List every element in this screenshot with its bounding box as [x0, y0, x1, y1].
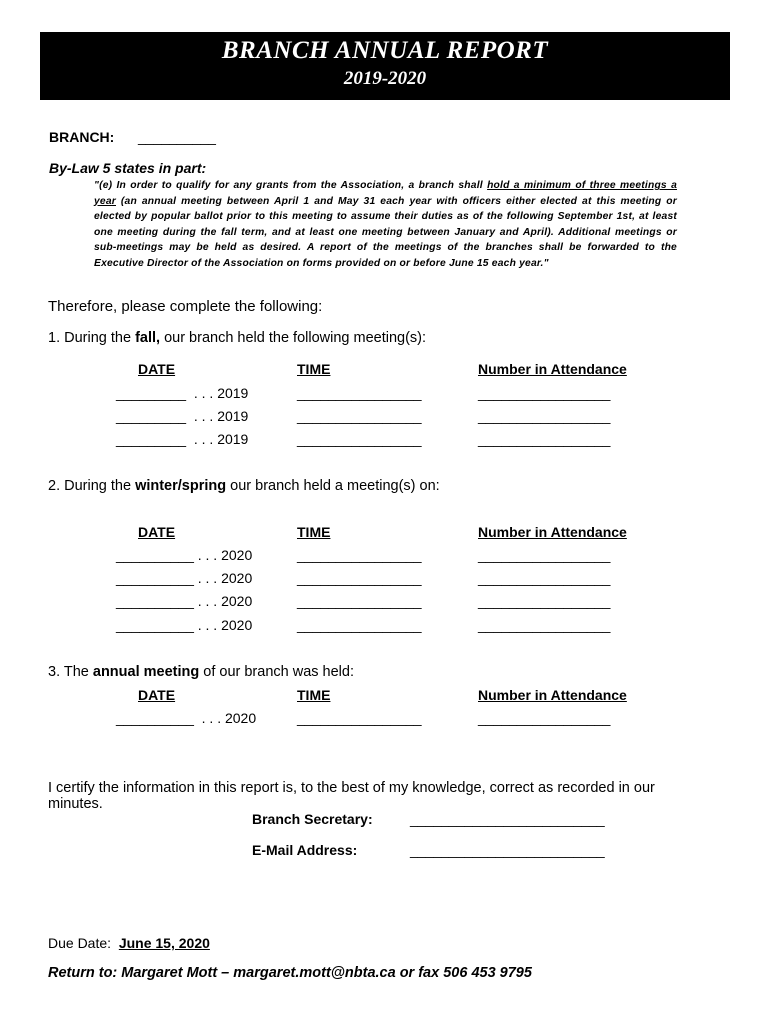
section1-row1-time[interactable]: ________________ — [297, 385, 422, 401]
intro-text: Therefore, please complete the following: — [48, 298, 323, 315]
section1-prefix: 1. During the — [48, 330, 136, 346]
section1-row2-attendance[interactable]: _________________ — [478, 408, 611, 424]
section1-row1-date[interactable]: _________ . . . 2019 — [116, 385, 249, 401]
section1-row3-date[interactable]: _________ . . . 2019 — [116, 431, 249, 447]
title-banner — [40, 32, 730, 100]
section1-bold: fall, — [135, 330, 161, 346]
section1-row1-attendance[interactable]: _________________ — [478, 385, 611, 401]
due-date — [48, 935, 210, 951]
email-field[interactable]: _________________________ — [410, 842, 605, 858]
section2-suffix: our branch held a meeting(s) on: — [226, 478, 440, 494]
section3-question — [48, 664, 354, 680]
bylaw-heading: By-Law 5 states in part: — [49, 160, 207, 176]
section1-row3-attendance[interactable]: _________________ — [478, 431, 611, 447]
report-title: BRANCH ANNUAL REPORT — [221, 37, 549, 64]
branch-field[interactable]: __________ — [138, 129, 216, 145]
section3-time-header: TIME — [297, 687, 331, 703]
section2-row1-time[interactable]: ________________ — [297, 547, 422, 563]
section1-row2-time[interactable]: ________________ — [297, 408, 422, 424]
section2-row3-time[interactable]: ________________ — [297, 593, 422, 609]
section2-row4-attendance[interactable]: _________________ — [478, 617, 611, 633]
section1-question — [48, 330, 426, 346]
section2-prefix: 2. During the — [48, 478, 136, 494]
section2-attendance-header: Number in Attendance — [478, 524, 627, 540]
section2-row3-date[interactable]: __________ . . . 2020 — [116, 593, 253, 609]
section3-row1-time[interactable]: ________________ — [297, 710, 422, 726]
section2-date-header: DATE — [138, 524, 176, 540]
section2-row2-time[interactable]: ________________ — [297, 570, 422, 586]
section1-time-header: TIME — [297, 361, 331, 377]
section2-row2-attendance[interactable]: _________________ — [478, 570, 611, 586]
due-date-label: Due Date: — [48, 935, 112, 951]
section1-suffix: our branch held the following meeting(s): — [160, 330, 427, 346]
section2-row3-attendance[interactable]: _________________ — [478, 593, 611, 609]
section3-row1-attendance[interactable]: _________________ — [478, 710, 611, 726]
bylaw-quote — [94, 178, 677, 271]
section1-row3-time[interactable]: ________________ — [297, 431, 422, 447]
section2-row2-date[interactable]: __________ . . . 2020 — [116, 570, 253, 586]
section3-row1-date[interactable]: __________ . . . 2020 — [116, 710, 257, 726]
branch-label: BRANCH: — [49, 129, 115, 145]
section2-row1-attendance[interactable]: _________________ — [478, 547, 611, 563]
bylaw-quote-start: "(e) In order to qualify for any grants from the Association, a branch shall — [94, 180, 488, 191]
email-label: E-Mail Address: — [252, 842, 358, 858]
section1-date-header: DATE — [138, 361, 176, 377]
section3-suffix: of our branch was held: — [199, 664, 354, 680]
secretary-field[interactable]: _________________________ — [410, 811, 605, 827]
section3-attendance-header: Number in Attendance — [478, 687, 627, 703]
section2-row1-date[interactable]: __________ . . . 2020 — [116, 547, 253, 563]
bylaw-quote-end: (an annual meeting between April 1 and May 31 each year with officers either elected at this meeting or elected by popular ballot prior to this meeting to assume their duties as of the following September 1st, at least one meeting during the fall term, and at least one meeting between January and April). Additional meetings or sub-meetings may be held as desired. A report of the meetings of the branches shall be forwarded to the Executive Director of the Association on forms provided on or before June 15 each year." — [94, 195, 677, 269]
return-to: Return to: Margaret Mott – margaret.mott@nbta.ca or fax 506 453 9795 — [48, 965, 532, 981]
section2-time-header: TIME — [297, 524, 331, 540]
section3-prefix: 3. The — [48, 664, 93, 680]
due-date-value: June 15, 2020 — [118, 935, 210, 951]
section2-question — [48, 478, 440, 494]
section1-row2-date[interactable]: _________ . . . 2019 — [116, 408, 249, 424]
bylaw-quote-underlined: hold a minimum of three meetings a year — [94, 180, 677, 207]
section2-row4-time[interactable]: ________________ — [297, 617, 422, 633]
section1-attendance-header: Number in Attendance — [478, 361, 627, 377]
report-years: 2019-2020 — [343, 68, 427, 89]
section3-bold: annual meeting — [92, 664, 200, 680]
section2-row4-date[interactable]: __________ . . . 2020 — [116, 617, 253, 633]
section2-bold: winter/spring — [135, 478, 227, 494]
secretary-label: Branch Secretary: — [252, 811, 373, 827]
section3-date-header: DATE — [138, 687, 176, 703]
certify-statement: I certify the information in this report is, to the best of my knowledge, correct as recorded in our minutes. — [48, 780, 655, 812]
